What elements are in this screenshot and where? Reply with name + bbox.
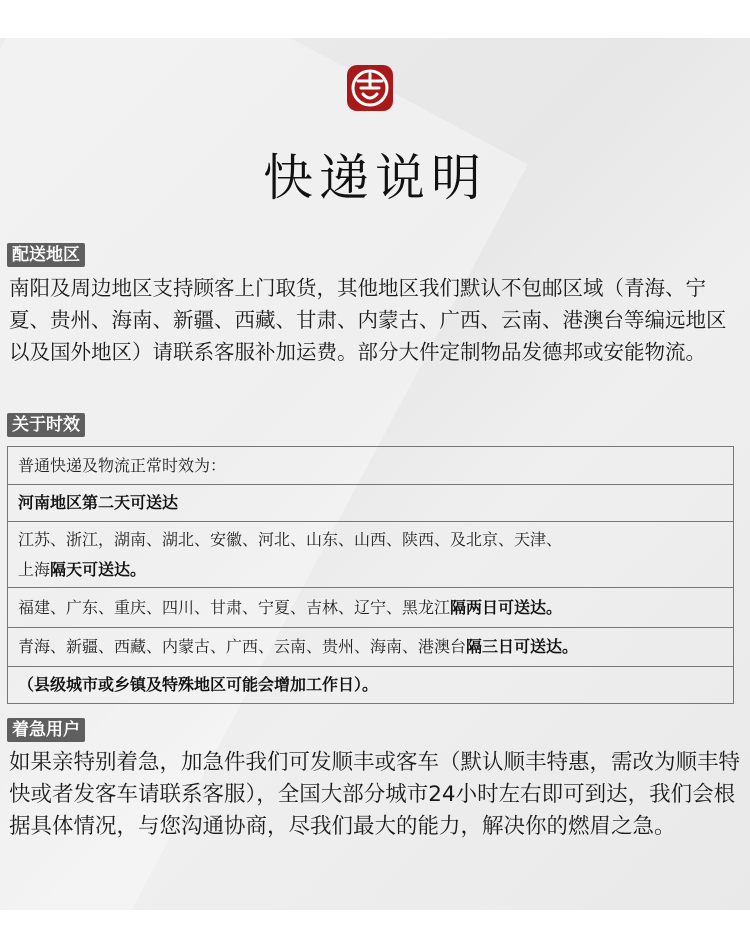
section-tag-delivery: 配送地区 bbox=[7, 243, 85, 267]
content-panel bbox=[0, 38, 750, 910]
delivery-paragraph: 南阳及周边地区支持顾客上门取货，其他地区我们默认不包邮区域（青海、宁夏、贵州、海南、新疆、西藏、甘肃、内蒙古、广西、云南、港澳台等编远地区以及国外地区）请联系客服补加运费。部分大件定制物品发德邦或安能物流。 bbox=[9, 276, 727, 364]
section-tag-timing: 关于时效 bbox=[7, 413, 85, 437]
table-row: 江苏、浙江，湖南、湖北、安徽、河北、山东、山西、陕西、及北京、天津、 上海隔天可送达。 bbox=[8, 522, 733, 588]
timing-table bbox=[7, 446, 734, 704]
table-row: 福建、广东、重庆、四川、甘肃、宁夏、吉林、辽宁、黑龙江隔两日可送达。 bbox=[8, 588, 733, 628]
table-row: 青海、新疆、西藏、内蒙古、广西、云南、贵州、海南、港澳台隔三日可送达。 bbox=[8, 628, 733, 667]
table-row: 河南地区第二天可送达 bbox=[8, 485, 733, 522]
table-row: （县级城市或乡镇及特殊地区可能会增加工作日）。 bbox=[18, 675, 379, 694]
table-row: 普通快递及物流正常时效为： bbox=[8, 447, 733, 485]
section-tag-urgent: 着急用户 bbox=[7, 718, 85, 742]
urgent-paragraph: 如果亲特别着急，加急件我们可发顺丰或客车（默认顺丰特惠，需改为顺丰特快或者发客车请联系客服），全国大部分城市24小时左右即可到达，我们会根据具体情况，与您沟通协商，尽我们最大的能力，解决你的燃眉之急。 bbox=[9, 750, 741, 839]
page-title: 快递说明 bbox=[263, 149, 487, 207]
brand-seal-icon bbox=[346, 64, 394, 112]
